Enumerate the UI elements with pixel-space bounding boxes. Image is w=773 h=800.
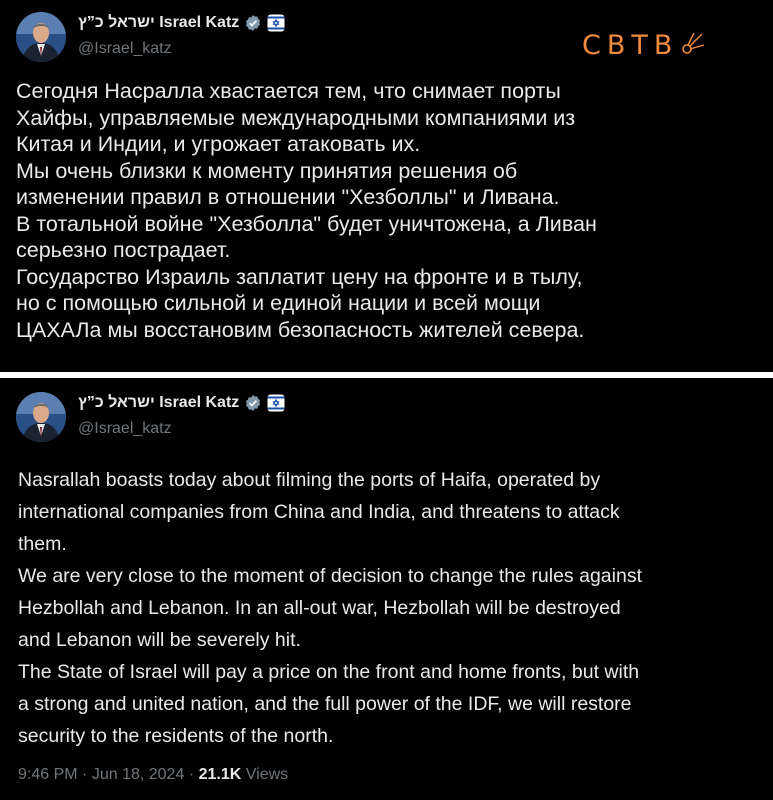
views-label: Views xyxy=(245,766,289,783)
views-count[interactable]: 21.1K xyxy=(198,766,242,783)
meta-separator: · xyxy=(188,766,195,783)
israel-flag-icon[interactable] xyxy=(267,14,285,32)
avatar[interactable] xyxy=(16,12,66,62)
tweet-date[interactable]: Jun 18, 2024 xyxy=(91,766,185,783)
tweet-card-english xyxy=(0,378,773,800)
author-handle[interactable]: @Israel_katz xyxy=(78,40,172,57)
tweet-card-russian xyxy=(0,0,773,372)
display-name[interactable]: ישראל כ”ץ Israel Katz xyxy=(78,14,240,31)
avatar[interactable] xyxy=(16,392,66,442)
tweet-time[interactable]: 9:46 PM xyxy=(18,766,78,783)
author-row xyxy=(78,14,285,32)
avatar-image xyxy=(16,12,66,62)
satellite-icon xyxy=(678,31,706,61)
israel-flag-icon[interactable] xyxy=(267,394,285,412)
cbtb-watermark-logo xyxy=(582,30,706,61)
tweet-meta xyxy=(18,766,288,784)
tweet-body-text: Nasrallah boasts today about filming the ports of Haifa, operated by international companies from China and India, and threatens to attack them. We are very close to the moment of decision to change the rules against Hezbollah and Lebanon. In an all-out war, Hezbollah will be destroyed and Lebanon will be severely hit. The State of Israel will pay a price on the front and home fronts, but with a strong and united nation, and the full power of the IDF, we will restore security to the residents of the north. xyxy=(18,469,642,747)
verified-badge-icon[interactable] xyxy=(244,14,262,32)
author-handle[interactable]: @Israel_katz xyxy=(78,420,172,437)
author-row xyxy=(78,394,285,412)
meta-separator: · xyxy=(82,766,88,783)
verified-badge-icon[interactable] xyxy=(244,394,262,412)
watermark-text: CBTB xyxy=(582,30,679,61)
display-name[interactable]: ישראל כ”ץ Israel Katz xyxy=(78,394,240,411)
avatar-image xyxy=(16,392,66,442)
tweet-body-text: Сегодня Насралла хвастается тем, что снимает порты Хайфы, управляемые международными компаниями из Китая и Индии, и угрожает атаковать их. Мы очень близки к моменту принятия решения об изменении правил в отношении "Хезболлы" и Ливана. В тотальной войне "Хезболла" будет уничтожена, а Ливан серьезно пострадает. Государство Израиль заплатит цену на фронте и в тылу, но с помощью сильной и единой нации и всей мощи ЦАХАЛа мы восстановим безопасность жителей севера. xyxy=(16,79,597,342)
